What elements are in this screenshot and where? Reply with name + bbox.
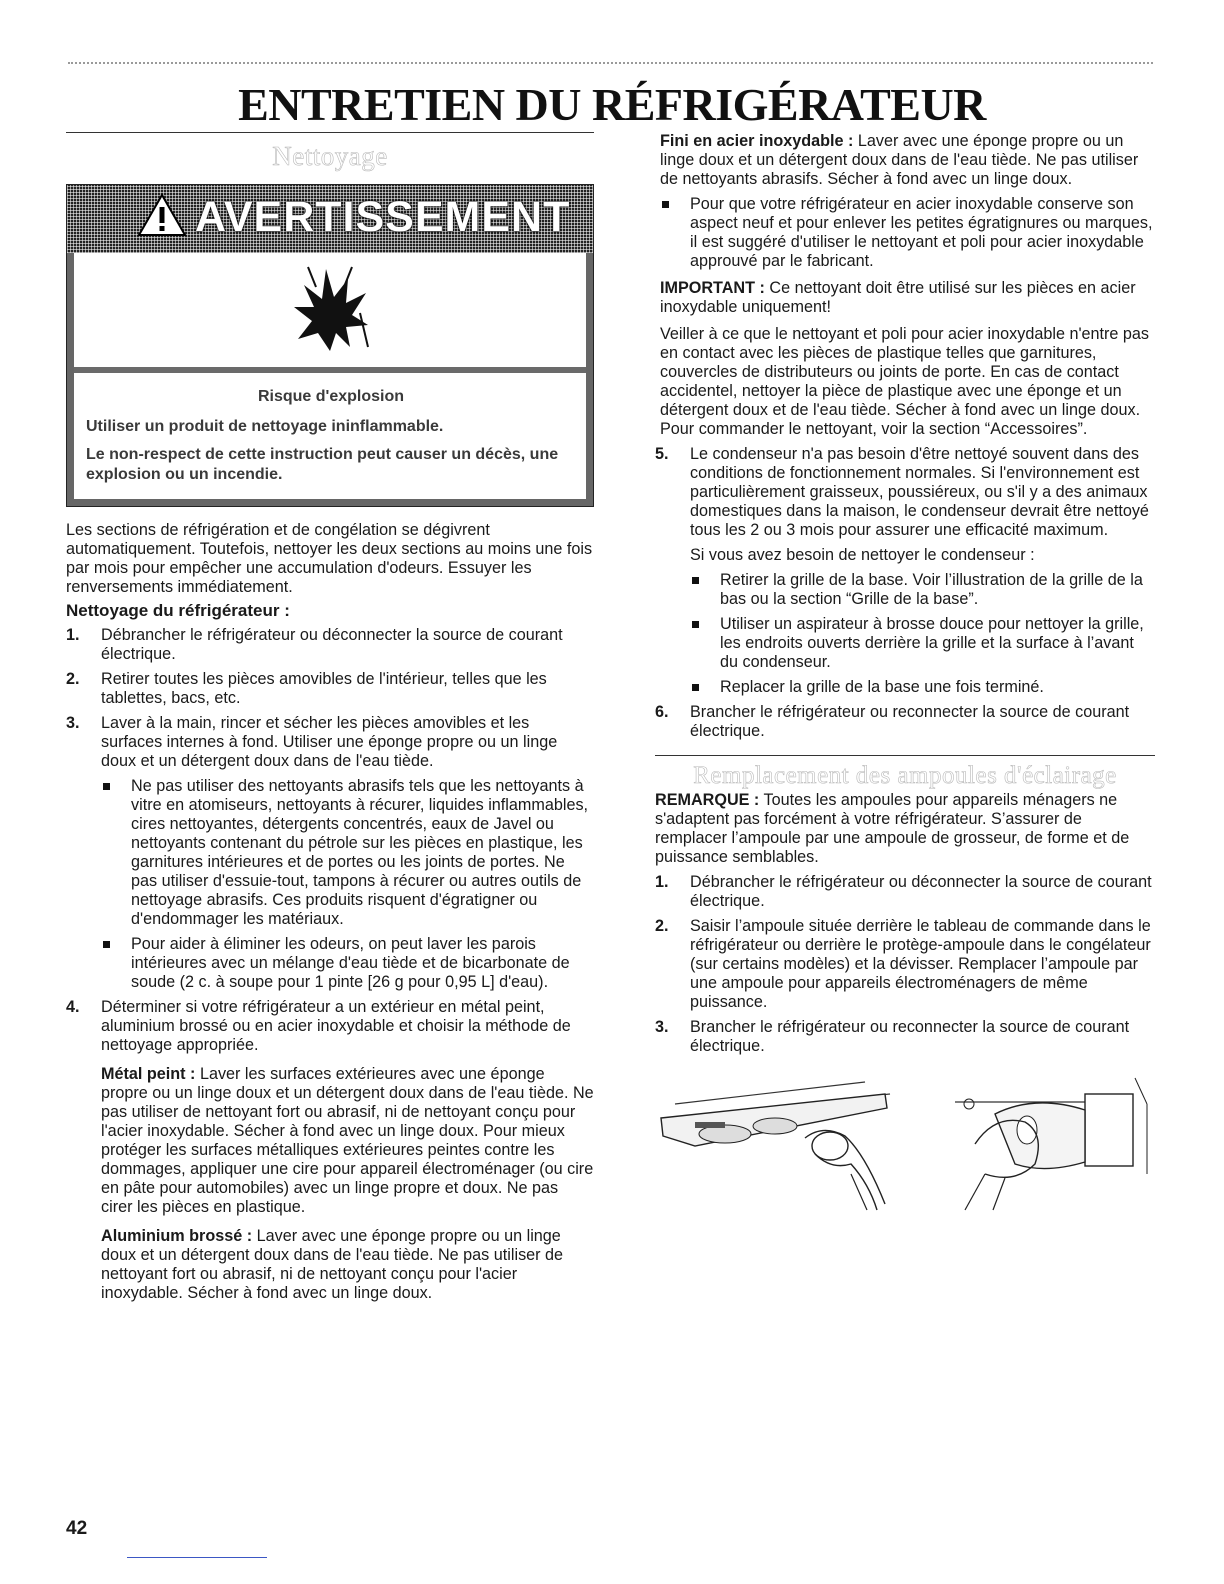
step-number: 2.	[66, 670, 80, 688]
section-rule	[66, 132, 594, 133]
painted-metal-paragraph	[101, 1065, 594, 1217]
bullet-text: Pour aider à éliminer les odeurs, on peut laver les parois intérieures avec un mélange d'eau tiède et de bicarbonate de soude (2 c. à soupe pour 1 pinte [26 g pour 0,95 L] d'eau).	[131, 935, 570, 991]
bullet-text: Replacer la grille de la base une fois terminé.	[720, 678, 1044, 696]
bullet-text: Pour que votre réfrigérateur en acier inoxydable conserve son aspect neuf et pour enlever les petites égratignures ou marques, il est suggéré d'utiliser le nettoyant et poli pour acier inoxydable approuvé par le fabricant.	[690, 195, 1153, 270]
step-text: Retirer toutes les pièces amovibles de l'intérieur, telles que les tablettes, bacs, etc.	[101, 670, 547, 707]
warning-line-2: Le non-respect de cette instruction peut causer un décès, une explosion ou un incendie.	[86, 446, 559, 483]
step-text: Saisir l’ampoule située derrière le tableau de commande dans le réfrigérateur ou derrière le protège-ampoule dans le congélateur (sur certains modèles) et la dévisser. Remplacer l’ampoule par une ampoule pour appareils électroménagers de même puissance.	[690, 917, 1151, 1011]
remark-label: REMARQUE :	[655, 791, 760, 809]
bullet-text: Ne pas utiliser des nettoyants abrasifs tels que les nettoyants à vitre en atomiseurs, nettoyants à récurer, liquides inflammables, cires nettoyantes, détergents concentrés, eaux de Javel ou nettoyants contenant du pétrole sur les pièces en plastique, les garnitures intérieures et de portes ou les joints de portes. Ne pas utiliser d'essuie-tout, tampons à récurer ou autres outils de nettoyage abrasifs. Ces produits risquent d'égratigner ou d'endommager les matériaux.	[131, 777, 589, 928]
stainless-text: Laver avec une éponge propre ou un linge doux et un détergent doux dans de l'eau tiède. Ne pas utiliser de nettoyants abrasifs. Sécher à fond avec un linge doux.	[660, 132, 1139, 188]
caution-paragraph: Veiller à ce que le nettoyant et poli pour acier inoxydable n'entre pas en contact avec les pièces de plastique telles que garnitures, couvercles de distributeurs ou joints de porte. En cas de contact accidentel, nettoyer la pièce de plastique avec une éponge et un détergent doux et de l'eau tiède. Sécher à fond avec un linge doux. Pour commander le nettoyant, voir la section “Accessoires”.	[660, 325, 1150, 438]
section-heading-cleaning: Nettoyage	[272, 141, 388, 171]
list-item	[655, 703, 1155, 741]
section-heading-bulbs: Remplacement des ampoules d'éclairage	[693, 762, 1117, 789]
brushed-aluminum-text: Laver avec une éponge propre ou un linge doux et un détergent doux dans de l'eau tiède. Ne pas utiliser de nettoyant fort ou abrasif, ni de nettoyant conçu pour l'acier inoxydable. Sécher à fond avec un linge doux.	[101, 1227, 564, 1302]
step-number: 2.	[655, 917, 669, 935]
bullet-square-icon	[692, 577, 699, 584]
step-text: Brancher le réfrigérateur ou reconnecter la source de courant électrique.	[690, 1018, 1130, 1055]
step-text: Laver à la main, rincer et sécher les pièces amovibles et les surfaces internes à fond. Utiliser une éponge propre ou un linge doux et un détergent doux dans de l'eau tiède.	[101, 714, 558, 770]
step-number: 4.	[66, 998, 80, 1016]
warning-triangle-icon	[137, 193, 187, 242]
warning-bottom-bar	[67, 499, 593, 506]
warning-label: AVERTISSEMENT	[195, 193, 571, 241]
list-item	[66, 714, 594, 992]
step-number: 1.	[655, 873, 669, 891]
subheading-fridge-cleaning: Nettoyage du réfrigérateur :	[66, 601, 290, 620]
control-panel-bulb-illustration	[655, 1074, 895, 1219]
warning-line-1: Utiliser un produit de nettoyage ininflammable.	[86, 418, 444, 435]
warning-body	[67, 253, 593, 499]
bullet-square-icon	[103, 941, 110, 948]
bullet-square-icon	[692, 684, 699, 691]
condenser-steps	[655, 445, 1155, 741]
list-item	[690, 678, 1155, 697]
step-text: Déterminer si votre réfrigérateur a un extérieur en métal peint, aluminium brossé ou en acier inoxydable et choisir la méthode de nettoyage appropriée.	[101, 998, 571, 1054]
bullet-square-icon	[662, 201, 669, 208]
brushed-aluminum-label: Aluminium brossé :	[101, 1227, 253, 1245]
bullet-text: Retirer la grille de la base. Voir l’illustration de la grille de la bas ou la section “Grille de la base”.	[720, 571, 1143, 608]
intro-paragraph: Les sections de réfrigération et de congélation se dégivrent automatiquement. Toutefois, nettoyer les deux sections au moins une fois par mois pour empêcher une accumulation d'odeurs. Essuyer les renversements immédiatement.	[66, 521, 593, 596]
stainless-bullets	[655, 195, 1155, 271]
list-item	[655, 917, 1155, 1012]
footer-rule	[127, 1557, 267, 1558]
warning-icon-area	[74, 253, 586, 367]
step-number: 6.	[655, 703, 669, 721]
list-item	[101, 935, 594, 992]
right-column	[655, 132, 1155, 1219]
stainless-label: Fini en acier inoxydable :	[660, 132, 854, 150]
step-text: Débrancher le réfrigérateur ou déconnecter la source de courant électrique.	[690, 873, 1152, 910]
list-item	[66, 626, 594, 664]
important-label: IMPORTANT :	[660, 279, 765, 297]
remark-text: Toutes les ampoules pour appareils ménagers ne s'adaptent pas forcément à votre réfrigérateur. S’assurer de remplacer l’ampoule par une ampoule de grosseur, de forme et de puissance semblables.	[655, 791, 1130, 866]
step-number: 1.	[66, 626, 80, 644]
list-item	[655, 873, 1155, 911]
bullet-text: Utiliser un aspirateur à brosse douce pour nettoyer la grille, les endroits ouverts derrière la grille et la surface à l’avant du condenseur.	[720, 615, 1144, 671]
list-item	[690, 571, 1155, 609]
explosion-icon	[290, 263, 370, 358]
step-text: Débrancher le réfrigérateur ou déconnecter la source de courant électrique.	[101, 626, 563, 663]
warning-title: Risque d'explosion	[257, 388, 405, 405]
list-item	[690, 615, 1155, 672]
left-column	[66, 132, 594, 1303]
important-text: Ce nettoyant doit être utilisé sur les pièces en acier inoxydable uniquement!	[660, 279, 1136, 316]
list-item	[66, 670, 594, 708]
important-paragraph	[655, 279, 1155, 317]
bulb-illustrations	[655, 1074, 1155, 1219]
condenser-bullets	[690, 571, 1155, 697]
brushed-aluminum-paragraph	[101, 1227, 594, 1303]
list-item	[655, 445, 1155, 697]
painted-metal-text: Laver les surfaces extérieures avec une éponge propre ou un linge doux et un détergent doux dans de l'eau tiède. Ne pas utiliser de nettoyant fort ou abrasif, ni de nettoyant conçu pour l'acier inoxydable. Sécher à fond avec un linge doux. Pour mieux protéger les surfaces métalliques extérieures peintes contre les dommages, appliquer une cire pour appareil électroménager (ou cire en pâte pour automobiles) avec un linge propre et doux. Ne pas cirer les pièces en plastique.	[101, 1065, 594, 1216]
warning-header	[67, 185, 593, 253]
list-item	[660, 195, 1155, 271]
step-number: 3.	[655, 1018, 669, 1036]
top-dotted-rule	[68, 62, 1153, 64]
step-text: Brancher le réfrigérateur ou reconnecter la source de courant électrique.	[690, 703, 1130, 740]
list-item	[101, 777, 594, 929]
bulb-steps	[655, 873, 1155, 1056]
step-number: 3.	[66, 714, 80, 732]
bullet-square-icon	[692, 621, 699, 628]
stainless-paragraph	[655, 132, 1155, 189]
list-item	[655, 1018, 1155, 1056]
bullet-square-icon	[103, 783, 110, 790]
page-title: ENTRETIEN DU RÉFRIGÉRATEUR	[238, 79, 986, 130]
list-item	[66, 998, 594, 1303]
step-text: Le condenseur n'a pas besoin d'être nettoyé souvent dans des conditions de fonctionnement normales. Si l'environnement est particulièrement graisseux, poussiéreux, ou s'il y a des animaux domestiques dans la maison, le condenseur devrait être nettoyé tous les 2 ou 3 mois pour assurer une efficacité maximum.	[690, 445, 1149, 539]
section-rule	[655, 755, 1155, 756]
warning-box	[66, 184, 594, 507]
warning-text	[74, 373, 586, 499]
freezer-bulb-illustration	[935, 1074, 1155, 1219]
step3-bullets	[101, 777, 594, 992]
remark-paragraph	[655, 791, 1155, 867]
cleaning-steps	[66, 626, 594, 1303]
painted-metal-label: Métal peint :	[101, 1065, 196, 1083]
page-number: 42	[66, 1518, 88, 1539]
condenser-intro: Si vous avez besoin de nettoyer le condenseur :	[690, 546, 1035, 564]
step-number: 5.	[655, 445, 669, 463]
